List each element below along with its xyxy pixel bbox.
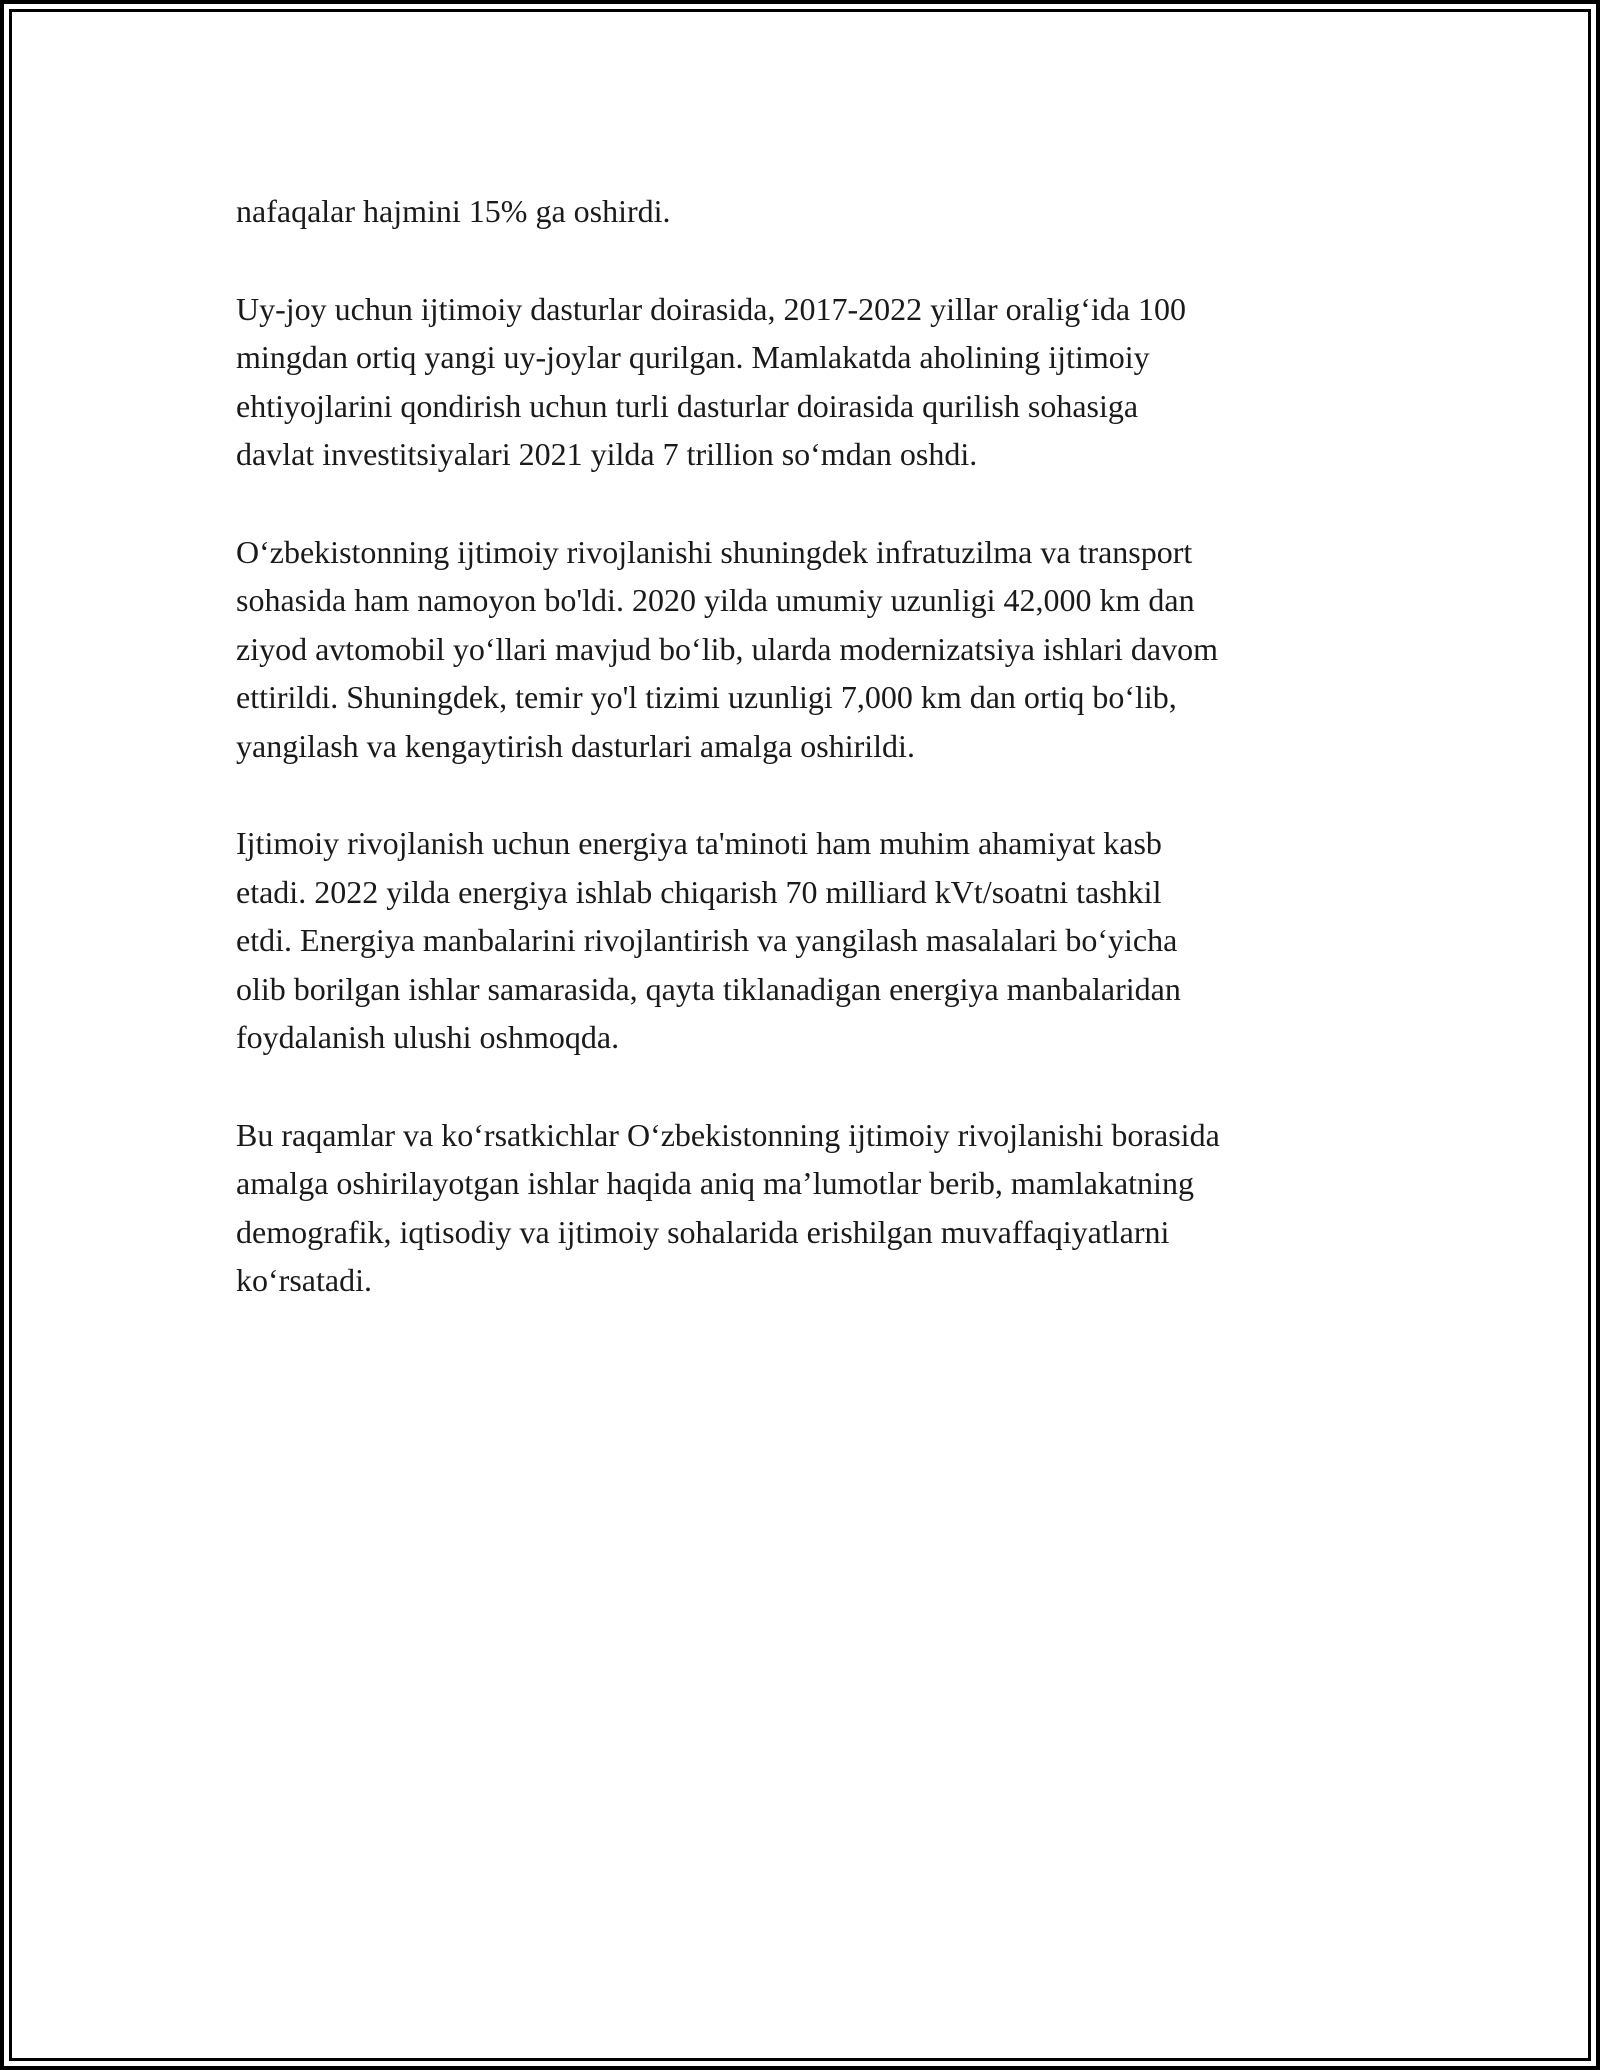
text-line: olib borilgan ishlar samarasida, qayta tiklanadigan energiya manbalaridan [236,970,1181,1007]
paragraph-energy [236,819,1366,1062]
text-line: ziyod avtomobil yo‘llari mavjud bo‘lib, ularda modernizatsiya ishlari davom [236,630,1218,667]
text-line: mingdan ortiq yangi uy-joylar qurilgan. Mamlakatda aholining ijtimoiy [236,339,1150,375]
text-line: O‘zbekistonning ijtimoiy rivojlanishi shuningdek infratuzilma va transport [236,533,1193,570]
text-line: sohasida ham namoyon bo'ldi. 2020 yilda umumiy uzunligi 42,000 km dan [236,582,1195,618]
text-line: Bu raqamlar va ko‘rsatkichlar O‘zbekistonning ijtimoiy rivojlanishi borasida [236,1116,1220,1153]
text-line: demografik, iqtisodiy va ijtimoiy sohalarida erishilgan muvaffaqiyatlarni [236,1213,1170,1250]
text-line: davlat investitsiyalari 2021 yilda 7 trillion so‘mdan oshdi. [236,436,978,472]
paragraph-conclusion [236,1111,1366,1305]
text-line: etadi. 2022 yilda energiya ishlab chiqarish 70 milliard kVt/soatni tashkil [236,873,1162,910]
paragraph-housing [236,285,1366,479]
text-line: etdi. Energiya manbalarini rivojlantirish va yangilash masalalari bo‘yicha [236,922,1178,958]
document-body [236,187,1366,1354]
text-line: ehtiyojlarini qondirish uchun turli dasturlar doirasida qurilish sohasiga [236,387,1139,424]
paragraph-infrastructure [236,528,1366,771]
text-line: ettirildi. Shuningdek, temir yo'l tizimi uzunligi 7,000 km dan ortiq bo‘lib, [236,679,1177,715]
text-line: amalga oshirilayotgan ishlar haqida aniq ma’lumotlar berib, mamlakatning [236,1165,1194,1201]
text-line: Ijtimoiy rivojlanish uchun energiya ta'minoti ham muhim ahamiyat kasb [236,825,1162,861]
text-line: ko‘rsatadi. [236,1262,372,1298]
text-line: nafaqalar hajmini 15% ga oshirdi. [236,193,671,229]
text-line: Uy-joy uchun ijtimoiy dasturlar doirasida, 2017-2022 yillar oralig‘ida 100 [236,290,1187,327]
text-line: foydalanish ulushi oshmoqda. [236,1019,620,1055]
text-line: yangilash va kengaytirish dasturlari amalga oshirildi. [236,727,915,764]
paragraph-pension [236,187,1366,236]
